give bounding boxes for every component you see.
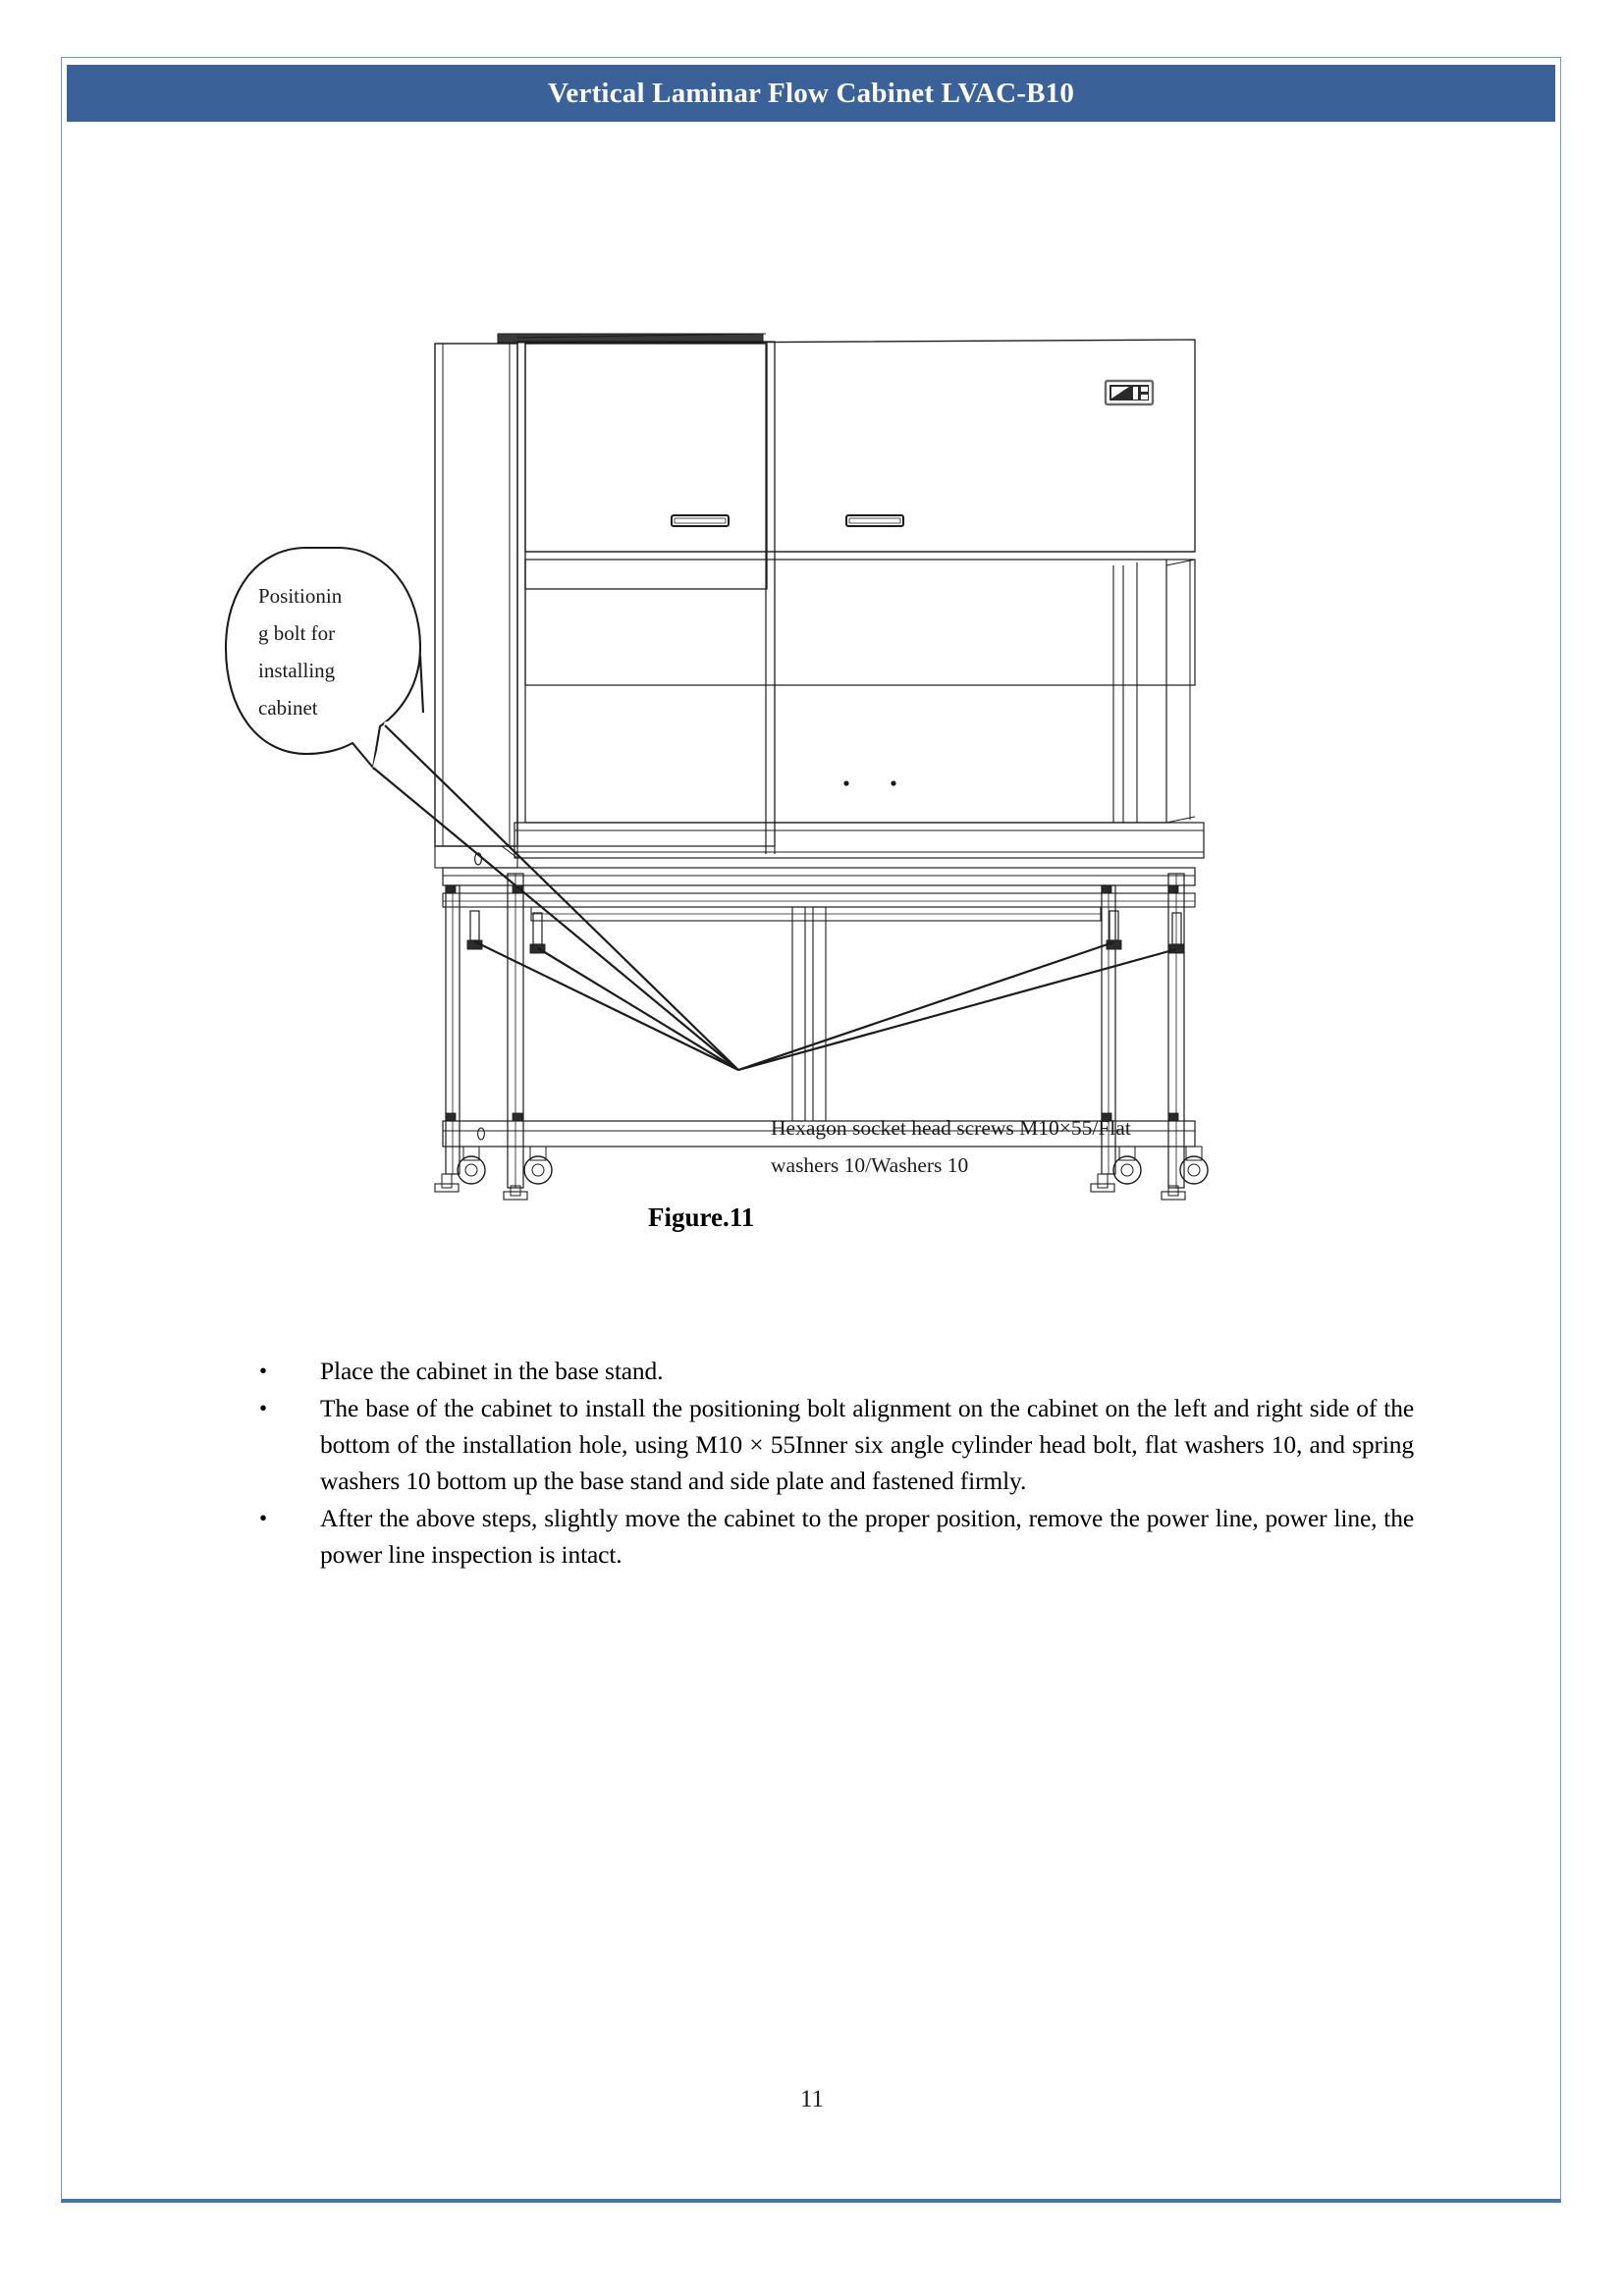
annotation-line-1: Hexagon socket head screws M10×55/Flat <box>771 1116 1131 1140</box>
list-item <box>236 1500 1414 1573</box>
figure-caption: Figure.11 <box>648 1202 755 1232</box>
callout-line-3: installing <box>258 659 336 682</box>
instruction-list <box>236 1353 1414 1574</box>
figure-11-illustration <box>61 324 1561 1266</box>
list-item <box>236 1353 1414 1389</box>
bullet-icon: • <box>259 1359 268 1383</box>
work-surface-hole-right <box>891 780 895 785</box>
annotation-line-2: washers 10/Washers 10 <box>771 1153 969 1177</box>
sash-handle-left <box>672 515 729 526</box>
list-item <box>236 1390 1414 1499</box>
work-surface-hole-left <box>843 780 848 785</box>
list-item-text: After the above steps, slightly move the cabinet to the proper position, remove the power line, power line, the power line inspection is intact. <box>320 1504 1414 1569</box>
cabinet-technical-drawing <box>61 324 1561 1266</box>
page-number: 11 <box>799 2086 825 2112</box>
base-stand <box>435 868 1208 1200</box>
leveling-feet <box>435 1174 1185 1200</box>
callout-line-2: g bolt for <box>258 621 336 645</box>
page-title: Vertical Laminar Flow Cabinet LVAC-B10 <box>547 77 1075 109</box>
document-header-band <box>67 65 1555 122</box>
list-item-text: Place the cabinet in the base stand. <box>320 1357 664 1385</box>
list-item-text: The base of the cabinet to install the positioning bolt alignment on the cabinet on the left and right side of the bottom of the installation hole, using M10 × 55Inner six angle cylinder head bolt, flat washers 10, and spring washers 10 bottom up the base stand and side plate and fastened firmly. <box>320 1394 1414 1495</box>
bullet-icon: • <box>259 1506 268 1530</box>
bullet-icon: • <box>259 1396 268 1420</box>
bottom-rail-hole <box>478 1128 485 1140</box>
callout-line-1: Positionin <box>258 584 343 608</box>
callout-line-4: cabinet <box>258 696 318 720</box>
cabinet-body <box>435 334 1204 868</box>
control-panel-icon <box>1106 381 1153 404</box>
sash-handle-right <box>846 515 903 526</box>
